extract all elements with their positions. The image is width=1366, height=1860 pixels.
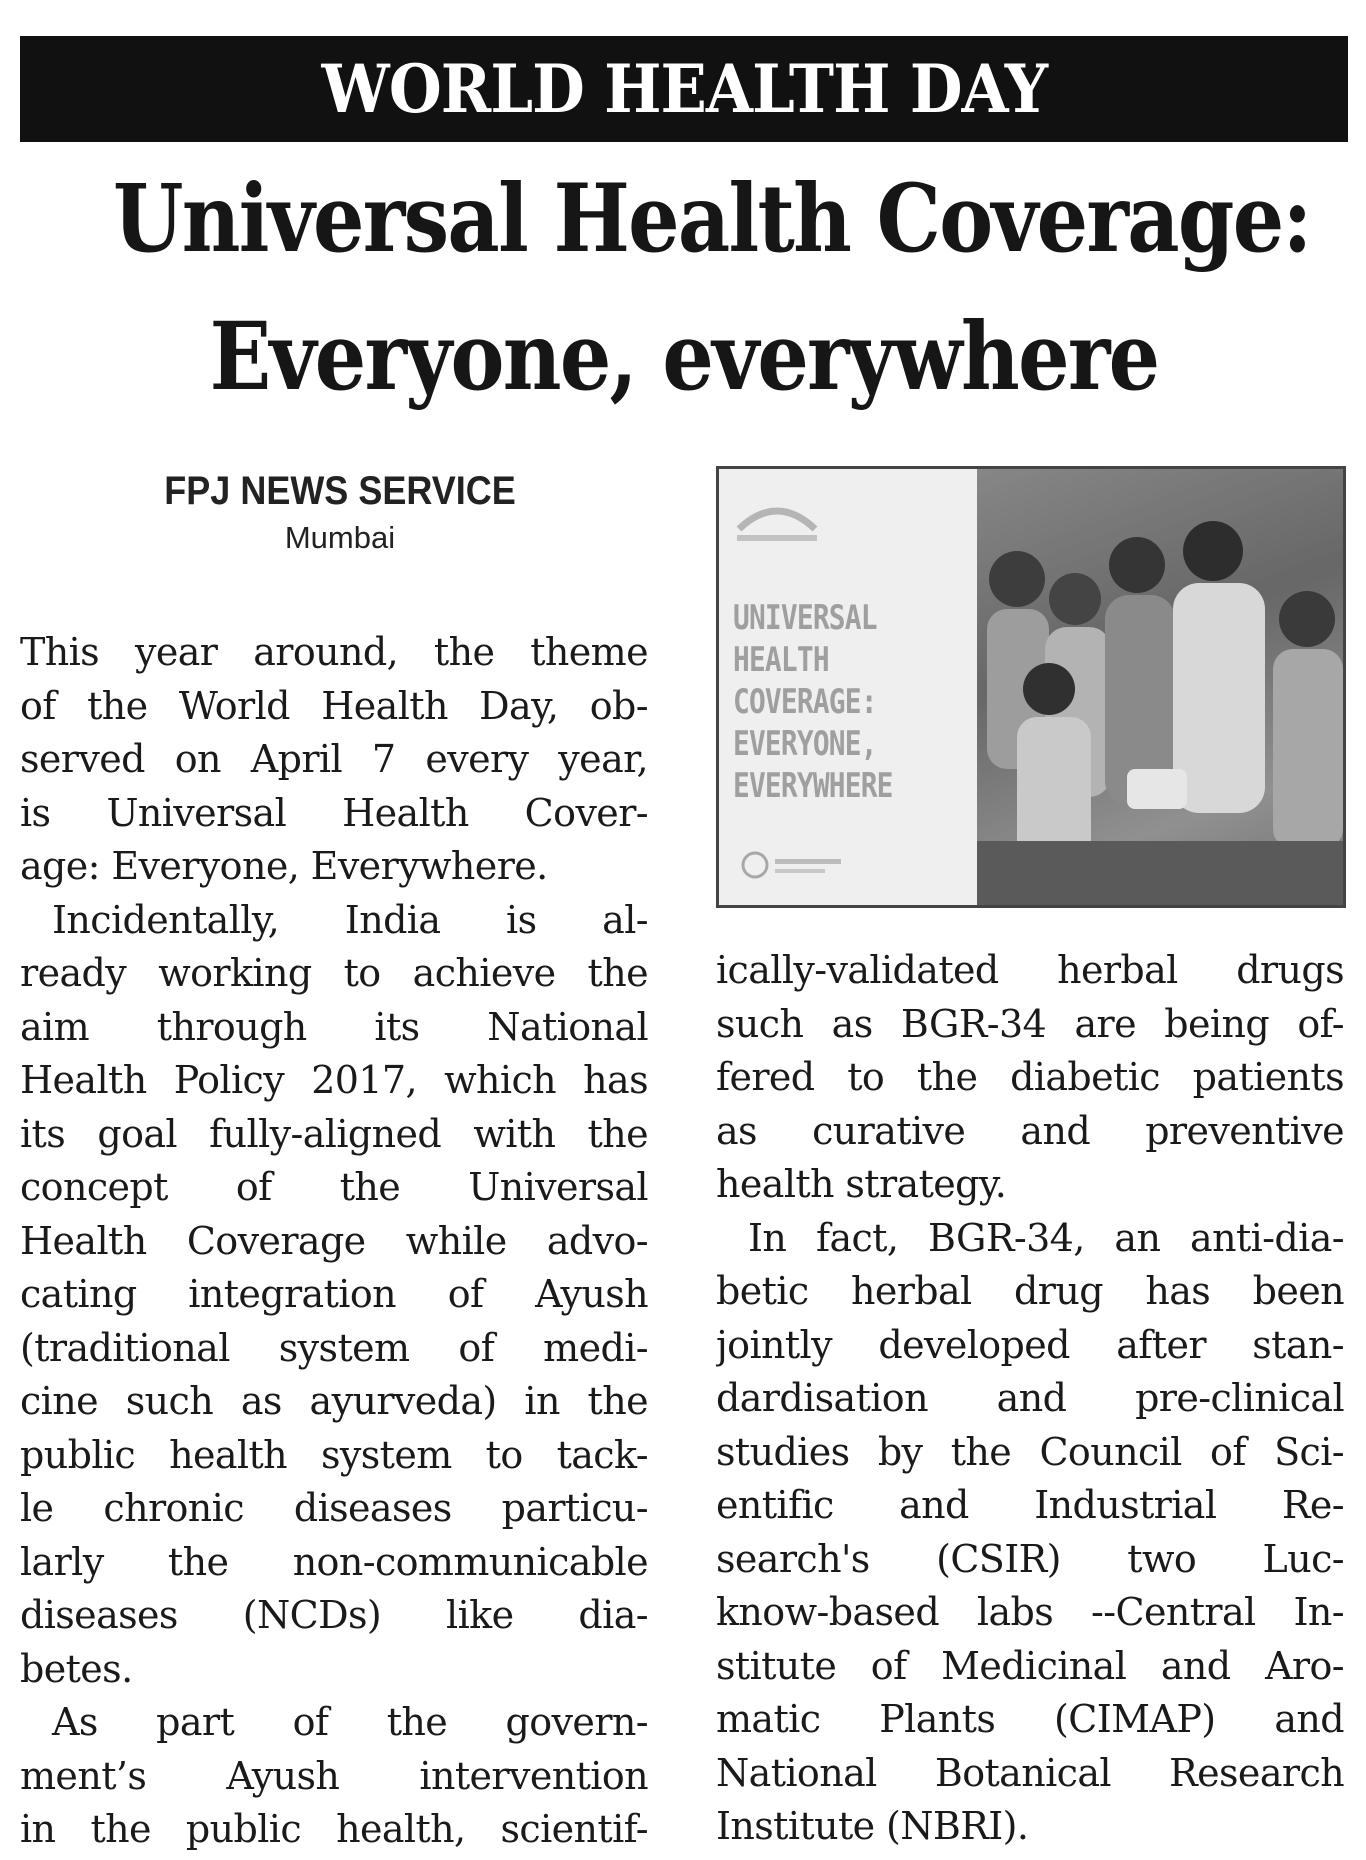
body-line: such as BGR-34 are being of- bbox=[716, 1001, 1344, 1046]
body-line: fered to the diabetic patients bbox=[716, 1055, 1344, 1099]
body-line: diseases (NCDs) like dia- bbox=[20, 1593, 648, 1637]
people-photo bbox=[977, 469, 1343, 905]
body-line: aim through its National bbox=[20, 1004, 648, 1049]
headline-line-1: Universal Health Coverage: bbox=[112, 164, 1311, 274]
body-line: is Universal Health Cover- bbox=[20, 790, 648, 835]
body-line: Institute (NBRI). bbox=[716, 1804, 1029, 1848]
headline-line-2: Everyone, everywhere bbox=[209, 302, 1159, 412]
body-line: age: Everyone, Everywhere. bbox=[20, 844, 548, 888]
cover-title-line: UNIVERSAL bbox=[733, 598, 877, 638]
body-line: stitute of Medicinal and Aro- bbox=[716, 1643, 1344, 1688]
body-line: In fact, BGR-34, an anti-dia- bbox=[748, 1215, 1344, 1260]
section-banner bbox=[20, 36, 1348, 142]
body-line: search's (CSIR) two Luc- bbox=[716, 1536, 1344, 1581]
body-line: Health Coverage while advo- bbox=[20, 1218, 648, 1263]
section-banner-text: WORLD HEALTH DAY bbox=[321, 50, 1047, 128]
body-line: betic herbal drug has been bbox=[716, 1269, 1344, 1313]
body-line: ically-validated herbal drugs bbox=[716, 948, 1344, 992]
body-line: (traditional system of medi- bbox=[20, 1325, 648, 1370]
byline bbox=[20, 466, 660, 560]
body-line: jointly developed after stan- bbox=[716, 1322, 1344, 1367]
body-line: Health Policy 2017, which has bbox=[20, 1058, 648, 1102]
body-line: in the public health, scientif- bbox=[20, 1807, 648, 1851]
body-line: le chronic diseases particu- bbox=[20, 1486, 648, 1530]
body-line: public health system to tack- bbox=[20, 1432, 648, 1477]
body-line: cating integration of Ayush bbox=[20, 1272, 648, 1316]
body-line: as curative and preventive bbox=[716, 1108, 1344, 1153]
body-line: As part of the govern- bbox=[52, 1700, 648, 1744]
body-line: served on April 7 every year, bbox=[20, 737, 648, 781]
byline-agency: FPJ NEWS SERVICE bbox=[164, 469, 516, 513]
body-line: larly the non-communicable bbox=[20, 1539, 648, 1584]
cover-title bbox=[733, 597, 927, 807]
body-line: This year around, the theme bbox=[20, 630, 648, 674]
people-illustration bbox=[977, 469, 1343, 905]
body-line: dardisation and pre-clinical bbox=[716, 1376, 1344, 1420]
body-line: matic Plants (CIMAP) and bbox=[716, 1697, 1344, 1741]
cover-title-line: COVERAGE: bbox=[733, 682, 877, 722]
body-line: Incidentally, India is al- bbox=[52, 897, 648, 942]
article-column-right bbox=[716, 944, 1344, 1854]
body-line: ment’s Ayush intervention bbox=[20, 1753, 648, 1798]
cover-title-line: EVERYONE, bbox=[733, 724, 877, 764]
body-line: cine such as ayurveda) in the bbox=[20, 1379, 648, 1423]
body-line: entific and Industrial Re- bbox=[716, 1483, 1344, 1527]
body-line: betes. bbox=[20, 1646, 133, 1691]
body-line: concept of the Universal bbox=[20, 1165, 648, 1209]
body-line: studies by the Council of Sci- bbox=[716, 1429, 1344, 1474]
body-line: know-based labs --Central In- bbox=[716, 1590, 1344, 1634]
body-line: health strategy. bbox=[716, 1162, 1007, 1206]
body-line: of the World Health Day, ob- bbox=[20, 683, 648, 728]
body-line: National Botanical Research bbox=[716, 1750, 1344, 1795]
cover-title-line: HEALTH bbox=[733, 640, 829, 680]
article-photo bbox=[716, 466, 1346, 908]
body-line: its goal fully-aligned with the bbox=[20, 1111, 648, 1156]
cover-title-line: EVERYWHERE bbox=[733, 766, 893, 806]
article-headline bbox=[20, 150, 1348, 426]
article-column-left bbox=[20, 626, 648, 1857]
cover-panel bbox=[719, 469, 977, 905]
body-line: ready working to achieve the bbox=[20, 951, 648, 995]
byline-location: Mumbai bbox=[284, 520, 396, 555]
